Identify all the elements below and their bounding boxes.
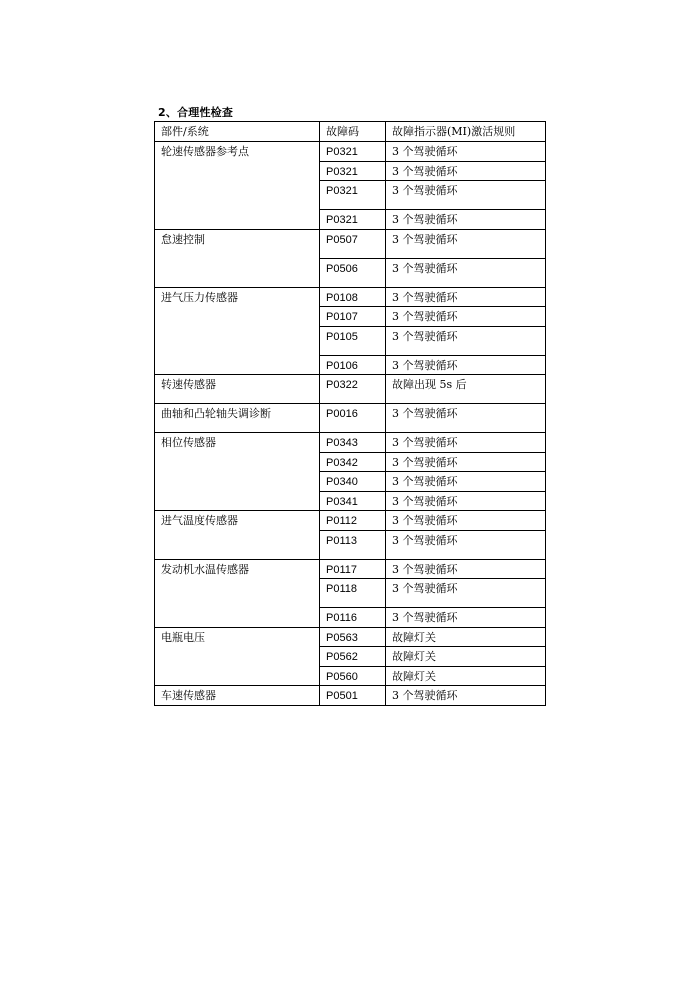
fault-code: P0341 xyxy=(326,495,358,508)
mi-rule-cell xyxy=(386,530,546,559)
table-row xyxy=(155,287,546,307)
fault-rules-table xyxy=(154,121,546,706)
fault-code-cell xyxy=(320,142,386,162)
system-cell xyxy=(155,559,320,627)
mi-rule-cell xyxy=(386,452,546,472)
table-row xyxy=(155,627,546,647)
fault-code: P0563 xyxy=(326,631,358,644)
fault-code-cell xyxy=(320,579,386,608)
mi-rule: 故障灯关 xyxy=(392,630,436,644)
system-name: 电瓶电压 xyxy=(161,630,205,644)
fault-code-cell xyxy=(320,355,386,375)
mi-rule-cell xyxy=(386,472,546,492)
fault-code-cell xyxy=(320,433,386,453)
fault-code-cell xyxy=(320,287,386,307)
system-name: 转速传感器 xyxy=(161,378,216,391)
fault-code-cell xyxy=(320,608,386,628)
system-name: 怠速控制 xyxy=(161,232,205,246)
table-row xyxy=(155,686,546,706)
table-row xyxy=(155,433,546,453)
mi-rule-cell xyxy=(386,433,546,453)
mi-rule-cell xyxy=(386,181,546,210)
mi-rule: 3 个驾驶循环 xyxy=(392,184,458,197)
fault-code: P0108 xyxy=(326,291,358,304)
system-name: 进气压力传感器 xyxy=(161,290,238,304)
mi-rule-cell xyxy=(386,579,546,608)
table-row xyxy=(155,511,546,531)
mi-rule: 故障出现 5s 后 xyxy=(392,378,467,391)
system-cell xyxy=(155,686,320,706)
fault-code-cell xyxy=(320,686,386,706)
fault-code: P0342 xyxy=(326,456,358,469)
system-name: 发动机水温传感器 xyxy=(161,562,249,576)
fault-code: P0507 xyxy=(326,233,358,246)
fault-code-cell xyxy=(320,627,386,647)
system-cell xyxy=(155,229,320,287)
system-cell xyxy=(155,404,320,433)
header-rule: 故障指示器(MI)激活规则 xyxy=(386,122,546,142)
table-header-row xyxy=(155,122,546,142)
mi-rule: 3 个驾驶循环 xyxy=(392,407,458,420)
system-cell xyxy=(155,142,320,230)
mi-rule: 3 个驾驶循环 xyxy=(392,562,458,576)
mi-rule: 3 个驾驶循环 xyxy=(392,455,458,469)
fault-code-cell xyxy=(320,472,386,492)
fault-code-cell xyxy=(320,375,386,404)
fault-code: P0562 xyxy=(326,651,358,663)
mi-rule-cell xyxy=(386,355,546,375)
fault-code: P0506 xyxy=(326,262,358,275)
mi-rule-cell xyxy=(386,559,546,579)
system-name: 车速传感器 xyxy=(161,689,216,702)
mi-rule-cell xyxy=(386,142,546,162)
fault-code: P0105 xyxy=(326,330,358,343)
system-cell xyxy=(155,433,320,511)
fault-code: P0107 xyxy=(326,311,358,323)
mi-rule-cell xyxy=(386,258,546,287)
table-row xyxy=(155,229,546,258)
mi-rule: 3 个驾驶循环 xyxy=(392,582,458,595)
mi-rule: 3 个驾驶循环 xyxy=(392,310,458,323)
mi-rule-cell xyxy=(386,326,546,355)
table-row xyxy=(155,375,546,404)
fault-code-cell xyxy=(320,258,386,287)
table-row xyxy=(155,142,546,162)
mi-rule: 3 个驾驶循环 xyxy=(392,494,458,508)
fault-code-cell xyxy=(320,666,386,686)
fault-code: P0321 xyxy=(326,165,358,178)
fault-code-cell xyxy=(320,530,386,559)
table-row xyxy=(155,559,546,579)
mi-rule: 3 个驾驶循环 xyxy=(392,164,458,178)
header-code: 故障码 xyxy=(320,122,386,142)
fault-code: P0560 xyxy=(326,670,358,683)
mi-rule-cell xyxy=(386,511,546,531)
mi-rule: 3 个驾驶循环 xyxy=(392,514,458,527)
mi-rule-cell xyxy=(386,210,546,230)
fault-code-cell xyxy=(320,181,386,210)
mi-rule: 3 个驾驶循环 xyxy=(392,611,458,624)
system-name: 相位传感器 xyxy=(161,436,216,449)
fault-code-cell xyxy=(320,229,386,258)
fault-code-cell xyxy=(320,647,386,667)
mi-rule-cell xyxy=(386,666,546,686)
mi-rule-cell xyxy=(386,686,546,706)
fault-code-cell xyxy=(320,491,386,511)
fault-code-cell xyxy=(320,210,386,230)
fault-code: P0322 xyxy=(326,379,358,391)
mi-rule-cell xyxy=(386,627,546,647)
mi-rule-cell xyxy=(386,287,546,307)
system-cell xyxy=(155,627,320,686)
fault-code-cell xyxy=(320,307,386,327)
mi-rule: 3 个驾驶循环 xyxy=(392,232,458,246)
mi-rule-cell xyxy=(386,404,546,433)
system-cell xyxy=(155,375,320,404)
fault-code-cell xyxy=(320,559,386,579)
fault-code-cell xyxy=(320,511,386,531)
table-body xyxy=(155,122,546,706)
table-row xyxy=(155,404,546,433)
fault-code: P0112 xyxy=(326,515,357,527)
mi-rule: 3 个驾驶循环 xyxy=(392,261,458,275)
fault-code: P0117 xyxy=(326,563,357,576)
system-cell xyxy=(155,287,320,375)
mi-rule: 故障灯关 xyxy=(392,669,436,683)
system-cell xyxy=(155,511,320,560)
fault-code: P0321 xyxy=(326,185,358,197)
fault-code-cell xyxy=(320,452,386,472)
mi-rule: 3 个驾驶循环 xyxy=(392,436,458,449)
system-name: 曲轴和凸轮轴失调诊断 xyxy=(161,407,271,420)
mi-rule-cell xyxy=(386,229,546,258)
mi-rule: 3 个驾驶循环 xyxy=(392,475,458,488)
fault-code-cell xyxy=(320,161,386,181)
section-title: 2、合理性检查 xyxy=(158,106,234,119)
mi-rule-cell xyxy=(386,307,546,327)
mi-rule: 3 个驾驶循环 xyxy=(392,689,458,702)
fault-code: P0016 xyxy=(326,408,358,420)
mi-rule-cell xyxy=(386,647,546,667)
mi-rule: 故障灯关 xyxy=(392,650,436,663)
mi-rule: 3 个驾驶循环 xyxy=(392,533,458,547)
fault-code: P0106 xyxy=(326,359,358,372)
fault-code: P0113 xyxy=(326,534,357,547)
system-name: 轮速传感器参考点 xyxy=(161,145,249,158)
fault-code-cell xyxy=(320,404,386,433)
fault-code: P0501 xyxy=(326,690,358,702)
fault-code: P0343 xyxy=(326,437,358,449)
header-system: 部件/系统 xyxy=(155,122,320,142)
fault-code: P0340 xyxy=(326,476,358,488)
mi-rule: 3 个驾驶循环 xyxy=(392,290,458,304)
mi-rule: 3 个驾驶循环 xyxy=(392,329,458,343)
mi-rule: 3 个驾驶循环 xyxy=(392,358,458,372)
fault-code-cell xyxy=(320,326,386,355)
mi-rule-cell xyxy=(386,608,546,628)
mi-rule-cell xyxy=(386,161,546,181)
fault-code: P0321 xyxy=(326,146,358,158)
mi-rule-cell xyxy=(386,375,546,404)
system-name: 进气温度传感器 xyxy=(161,514,238,527)
fault-code: P0118 xyxy=(326,583,357,595)
fault-code: P0321 xyxy=(326,214,358,226)
mi-rule: 3 个驾驶循环 xyxy=(392,213,458,226)
mi-rule: 3 个驾驶循环 xyxy=(392,145,458,158)
mi-rule-cell xyxy=(386,491,546,511)
fault-code: P0116 xyxy=(326,612,357,624)
